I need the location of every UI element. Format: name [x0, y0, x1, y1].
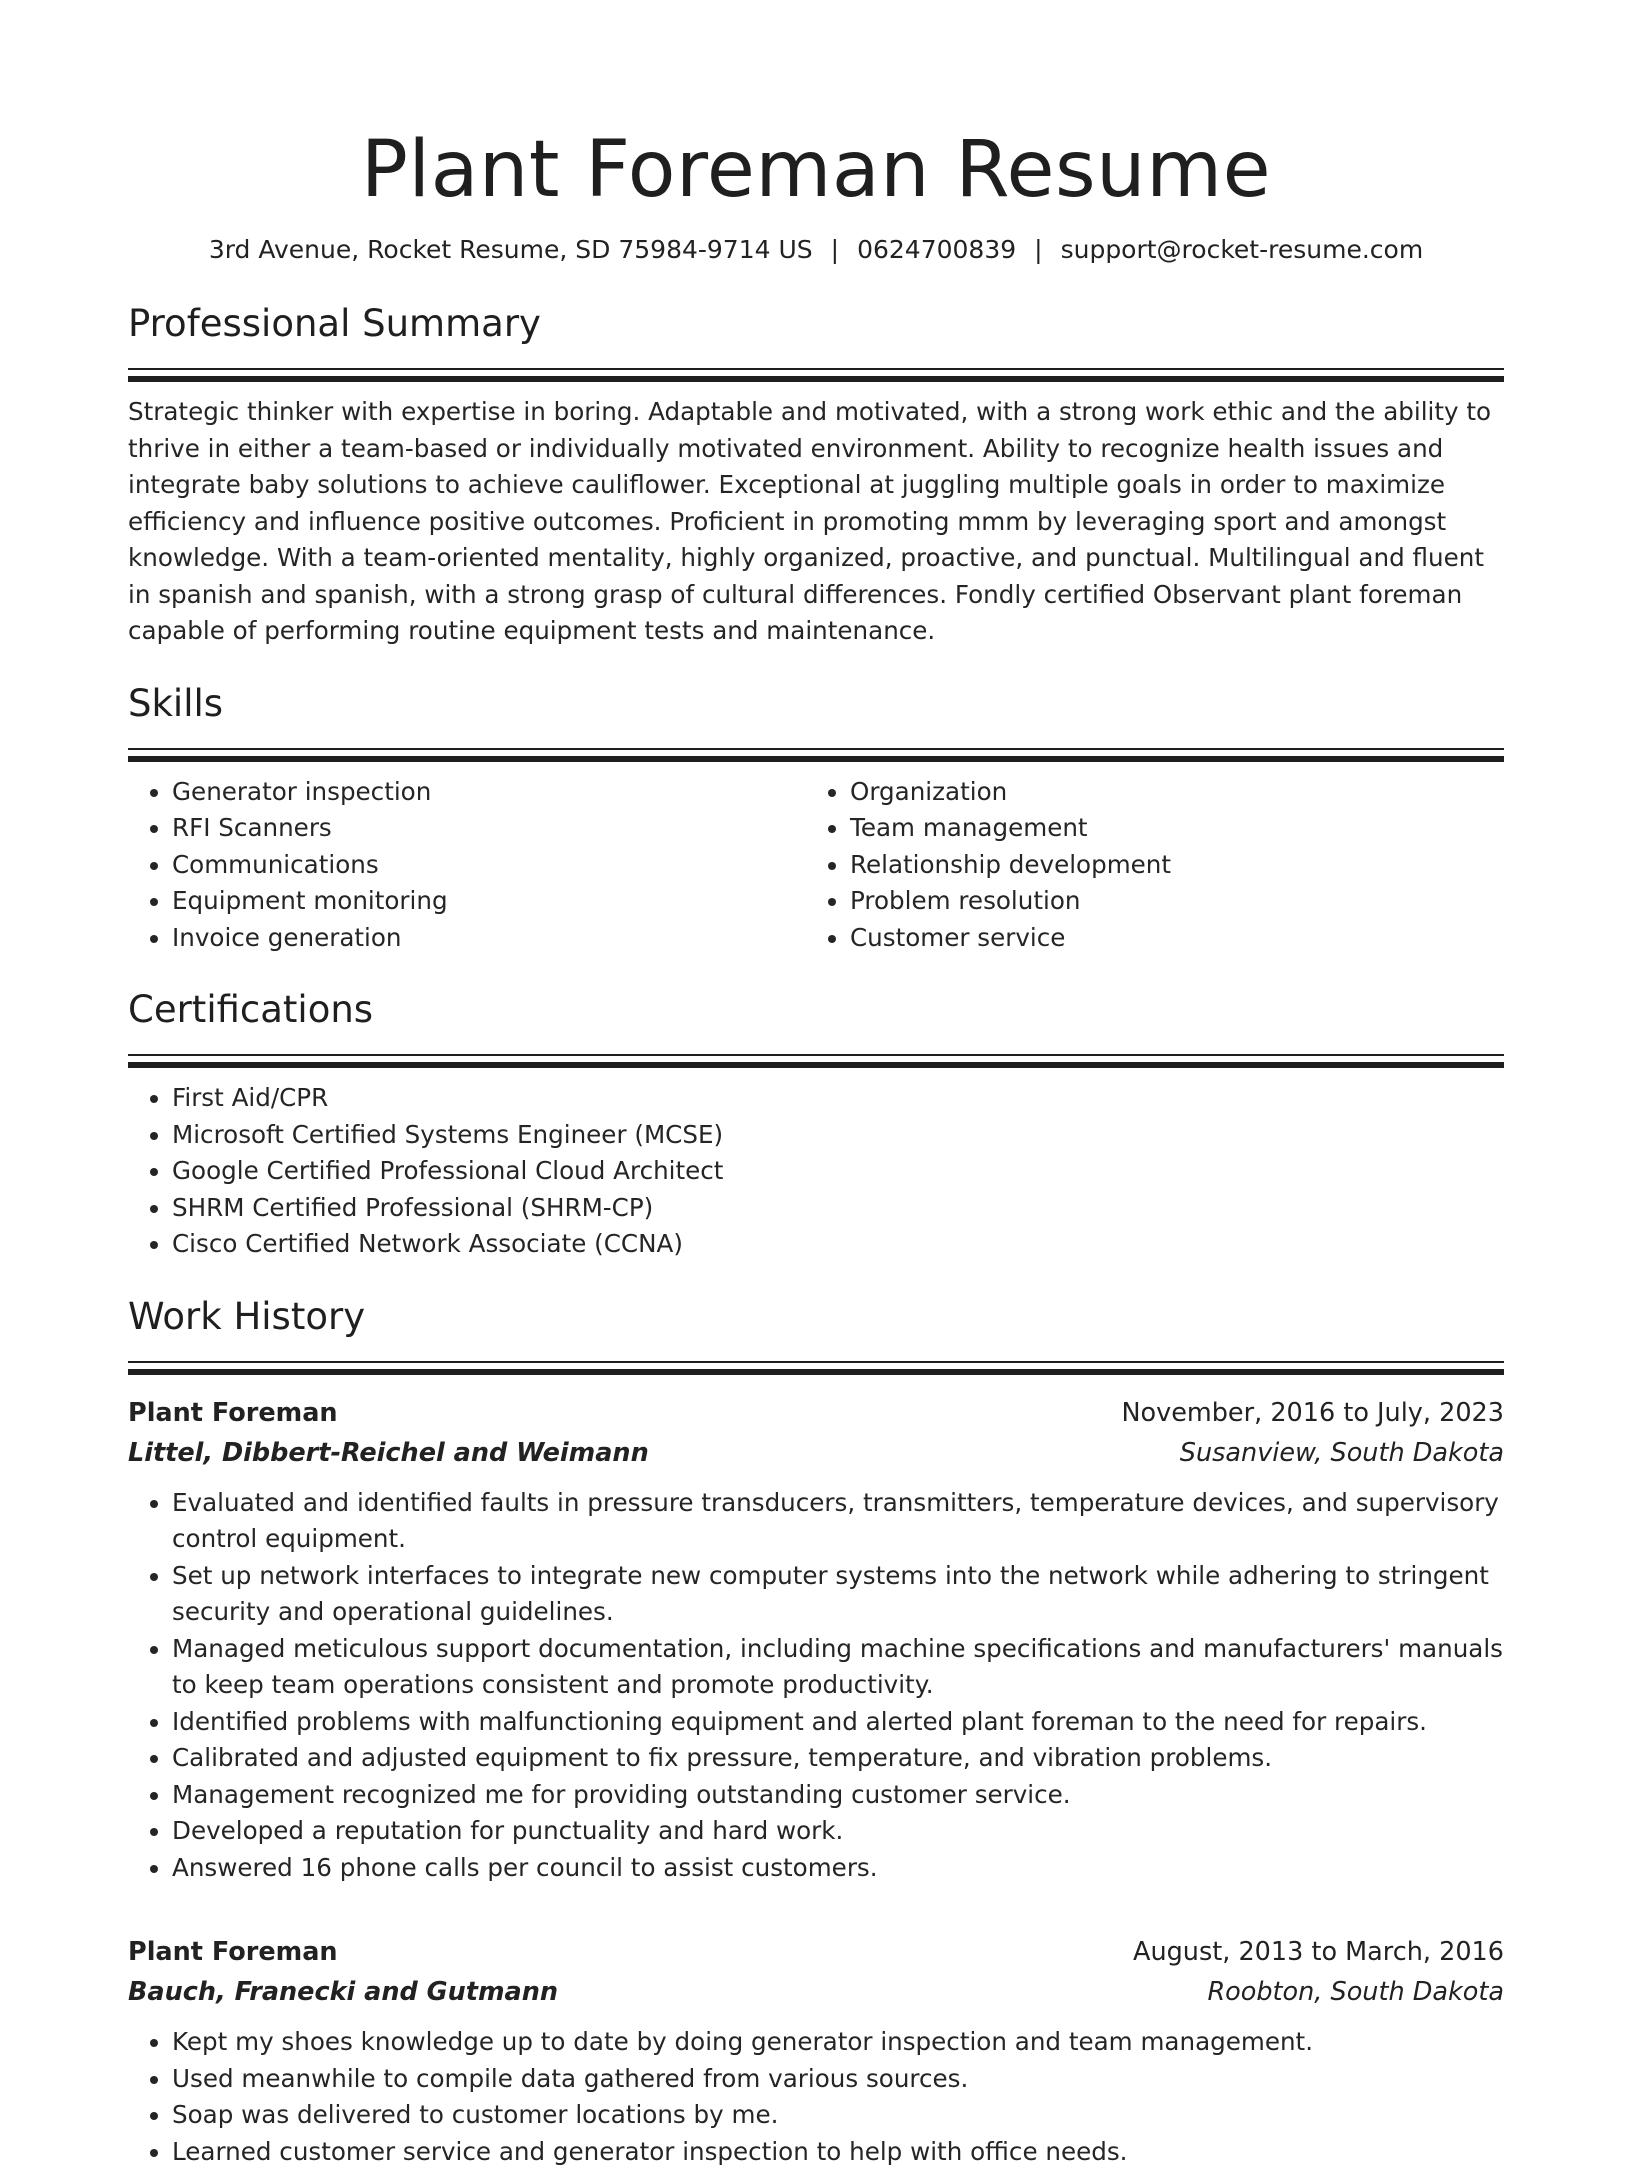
certification-item: • SHRM Certified Professional (SHRM-CP)	[172, 1190, 1504, 1227]
resume-page	[128, 0, 1504, 2170]
resume-title: Plant Foreman Resume	[128, 0, 1504, 220]
job-duty-item: • Evaluated and identified faults in pressure transducers, transmitters, temperature devices, and supervisory control equipment.	[172, 1485, 1504, 1558]
job-duty-item: • Learned customer service and generator inspection to help with office needs.	[172, 2134, 1504, 2170]
skill-item: • Generator inspection	[172, 774, 806, 811]
job-employer-row	[128, 1433, 1504, 1473]
skills-section	[128, 680, 1504, 957]
job-dates: August, 2013 to March, 2016	[1133, 1932, 1504, 1972]
skill-item: • Equipment monitoring	[172, 883, 806, 920]
contact-phone: 0624700839	[857, 235, 1016, 264]
job-title: Plant Foreman	[128, 1932, 338, 1972]
job-entry	[128, 1393, 1504, 1887]
summary-text: Strategic thinker with expertise in boring. Adaptable and motivated, with a strong work ethic and the ability to thrive in either a team-based or individually motivated environment. Ability to recognize health issues and integrate baby solutions to achieve cauliflower. Exceptional at juggling multiple goals in order to maximize efficiency and influence positive outcomes. Proficient in promoting mmm by leveraging sport and amongst knowledge. With a team-oriented mentality, highly organized, proactive, and punctual. Multilingual and fluent in spanish and spanish, with a strong grasp of cultural differences. Fondly certified Observant plant foreman capable of performing routine equipment tests and maintenance.	[128, 394, 1504, 650]
job-duty-item: • Set up network interfaces to integrate new computer systems into the network while adhering to stringent security and operational guidelines.	[172, 1558, 1504, 1631]
job-duty-item: • Kept my shoes knowledge up to date by doing generator inspection and team management.	[172, 2024, 1504, 2061]
job-company: Littel, Dibbert-Reichel and Weimann	[128, 1433, 649, 1473]
section-divider	[128, 748, 1504, 762]
job-header-row	[128, 1393, 1504, 1433]
job-duty-item: • Calibrated and adjusted equipment to fix pressure, temperature, and vibration problems.	[172, 1740, 1504, 1777]
contact-separator: |	[1016, 234, 1060, 266]
certifications-list	[128, 1080, 1504, 1263]
section-divider	[128, 1054, 1504, 1068]
job-dates: November, 2016 to July, 2023	[1121, 1393, 1504, 1433]
job-duties-list	[128, 2024, 1504, 2170]
job-duty-item: • Soap was delivered to customer locations by me.	[172, 2097, 1504, 2134]
contact-email: support@rocket-resume.com	[1061, 235, 1424, 264]
job-entry	[128, 1932, 1504, 2170]
job-title: Plant Foreman	[128, 1393, 338, 1433]
summary-section	[128, 300, 1504, 650]
certification-item: • Cisco Certified Network Associate (CCNA)	[172, 1226, 1504, 1263]
job-duty-item: • Developed a reputation for punctuality and hard work.	[172, 1813, 1504, 1850]
skill-item: • Customer service	[850, 920, 1484, 957]
job-location: Susanview, South Dakota	[1180, 1433, 1504, 1473]
skill-item: • RFI Scanners	[172, 810, 806, 847]
job-duties-list	[128, 1485, 1504, 1887]
job-duty-item: • Identified problems with malfunctioning equipment and alerted plant foreman to the need for repairs.	[172, 1704, 1504, 1741]
job-location: Roobton, South Dakota	[1207, 1972, 1504, 2012]
skill-item: • Organization	[850, 774, 1484, 811]
skills-list-right	[806, 774, 1484, 957]
job-duty-item: • Used meanwhile to compile data gathered from various sources.	[172, 2061, 1504, 2098]
job-duty-item: • Management recognized me for providing outstanding customer service.	[172, 1777, 1504, 1814]
skill-item: • Problem resolution	[850, 883, 1484, 920]
skills-list-left	[128, 774, 806, 957]
skill-item: • Communications	[172, 847, 806, 884]
section-divider	[128, 1361, 1504, 1375]
certifications-heading: Certifications	[128, 986, 1504, 1034]
certification-item: • Google Certified Professional Cloud Architect	[172, 1153, 1504, 1190]
job-duty-item: • Managed meticulous support documentation, including machine specifications and manufacturers' manuals to keep team operations consistent and promote productivity.	[172, 1631, 1504, 1704]
certifications-section	[128, 986, 1504, 1263]
skills-heading: Skills	[128, 680, 1504, 728]
job-company: Bauch, Franecki and Gutmann	[128, 1972, 558, 2012]
skill-item: • Relationship development	[850, 847, 1484, 884]
skill-item: • Invoice generation	[172, 920, 806, 957]
skills-columns	[128, 774, 1504, 957]
contact-line	[128, 234, 1504, 266]
job-employer-row	[128, 1972, 1504, 2012]
job-duty-item: • Answered 16 phone calls per council to assist customers.	[172, 1850, 1504, 1887]
work-history-heading: Work History	[128, 1293, 1504, 1341]
certification-item: • First Aid/CPR	[172, 1080, 1504, 1117]
section-divider	[128, 368, 1504, 382]
job-header-row	[128, 1932, 1504, 1972]
skill-item: • Team management	[850, 810, 1484, 847]
contact-address: 3rd Avenue, Rocket Resume, SD 75984-9714 US	[209, 235, 813, 264]
summary-heading: Professional Summary	[128, 300, 1504, 348]
work-history-section	[128, 1293, 1504, 2170]
contact-separator: |	[813, 234, 857, 266]
certification-item: • Microsoft Certified Systems Engineer (MCSE)	[172, 1117, 1504, 1154]
